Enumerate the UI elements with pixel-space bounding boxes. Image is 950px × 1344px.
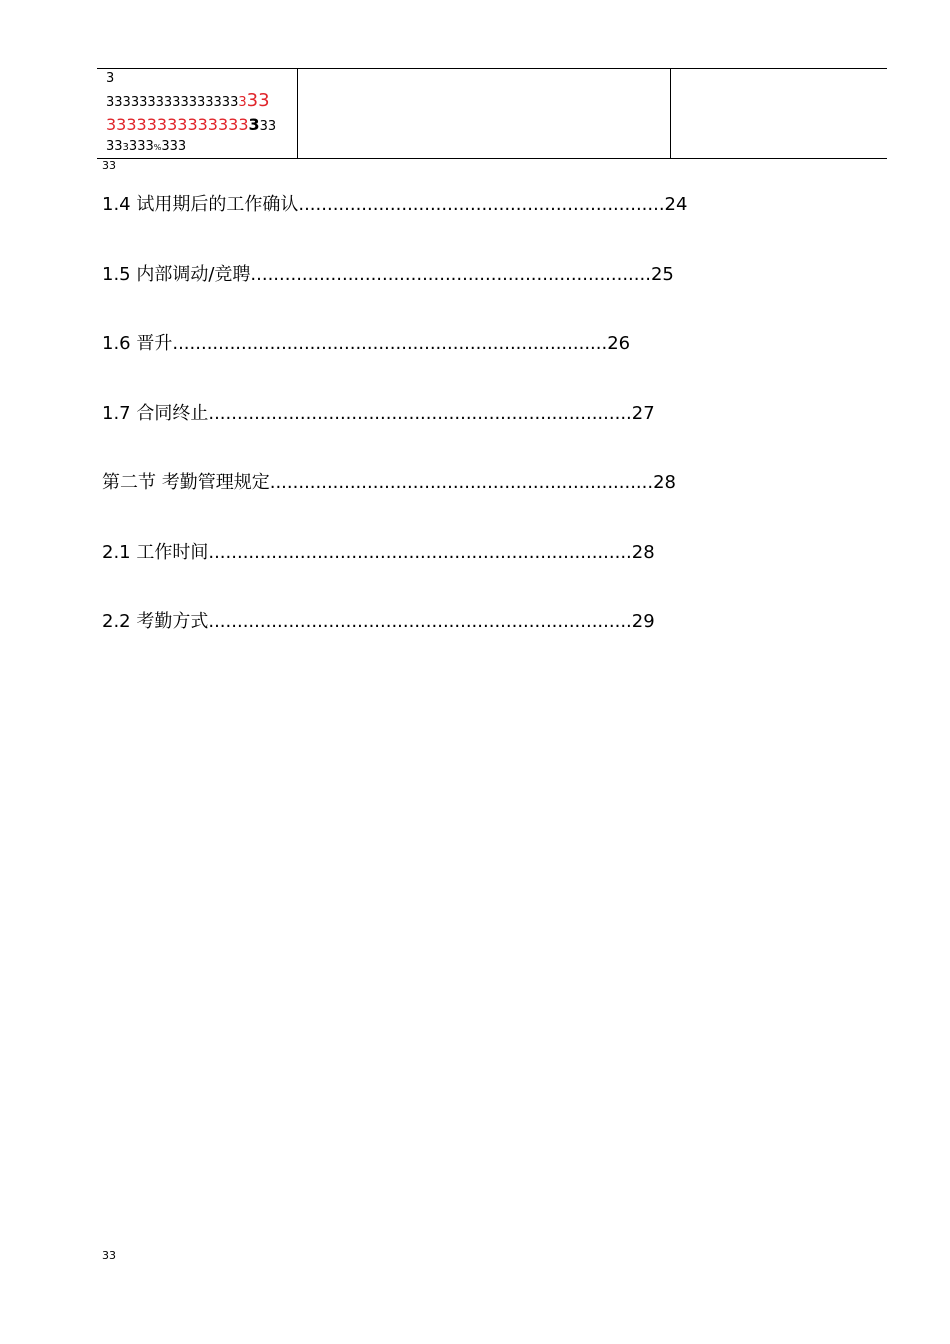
toc-entry-label: 1.6 晋升 [102, 333, 173, 354]
header-line-3-red: 33333333333333 [106, 115, 249, 134]
toc-entry-label: 第二节 考勤管理规定 [102, 472, 270, 493]
toc-entry[interactable] [102, 332, 630, 356]
toc-entry-leader: ...................................................................... [250, 264, 651, 285]
header-line-4-a: 33 [106, 139, 123, 154]
toc-entry-label: 1.7 合同终止 [102, 403, 209, 424]
toc-entry-leader: .......................................................................... [208, 403, 632, 424]
header-line-3-bold: 3 [248, 115, 260, 134]
toc-entry-page: 29 [631, 611, 655, 632]
header-line-4-d: % [153, 143, 162, 152]
toc-entry-page: 25 [650, 264, 674, 285]
header-line-2-black: 3333333333333333 [106, 95, 239, 110]
header-cell-left [97, 69, 298, 158]
toc-entry-page: 26 [607, 333, 631, 354]
header-line-2-red-a: 3 [238, 95, 247, 110]
under-table-text: 33 [102, 159, 116, 172]
toc-entry[interactable] [102, 610, 655, 634]
header-table [97, 68, 887, 159]
header-line-3 [106, 115, 276, 134]
toc-entry[interactable] [102, 541, 655, 565]
header-line-2 [106, 90, 270, 111]
toc-entry-label: 1.4 试用期后的工作确认 [102, 194, 299, 215]
header-line-2-red-b: 33 [246, 90, 270, 111]
toc-entry-label: 1.5 内部调动/竞聘 [102, 264, 251, 285]
header-line-4-e: 333 [161, 139, 187, 154]
toc-entry-label: 2.2 考勤方式 [102, 611, 209, 632]
toc-entry-leader: ................................................................ [298, 194, 665, 215]
header-line-4-c: 333 [128, 139, 154, 154]
header-line-1 [106, 71, 114, 86]
toc-entry[interactable] [102, 193, 687, 217]
toc-entry-label: 2.1 工作时间 [102, 542, 209, 563]
toc-entry-leader: .......................................................................... [208, 542, 632, 563]
toc-entry-leader: .......................................................................... [208, 611, 632, 632]
toc-entry-page: 28 [631, 542, 655, 563]
header-line-4 [106, 139, 186, 154]
toc-entry[interactable] [102, 263, 674, 287]
header-line-4-b: 3 [122, 142, 129, 153]
toc-entry[interactable] [102, 471, 676, 495]
toc-entry-page: 28 [653, 472, 676, 493]
toc-entry-page: 27 [631, 403, 655, 424]
footer-text: 33 [102, 1249, 116, 1262]
toc-entry-leader: ............................................................................ [172, 333, 608, 354]
header-cell-middle [298, 69, 671, 158]
header-line-1-text: 3 [106, 71, 115, 86]
header-line-3-tail: 33 [259, 119, 277, 134]
header-cell-right [671, 69, 887, 158]
toc-entry-leader: ................................................................... [269, 472, 654, 493]
toc-entry[interactable] [102, 402, 655, 426]
toc-entry-page: 24 [664, 194, 688, 215]
